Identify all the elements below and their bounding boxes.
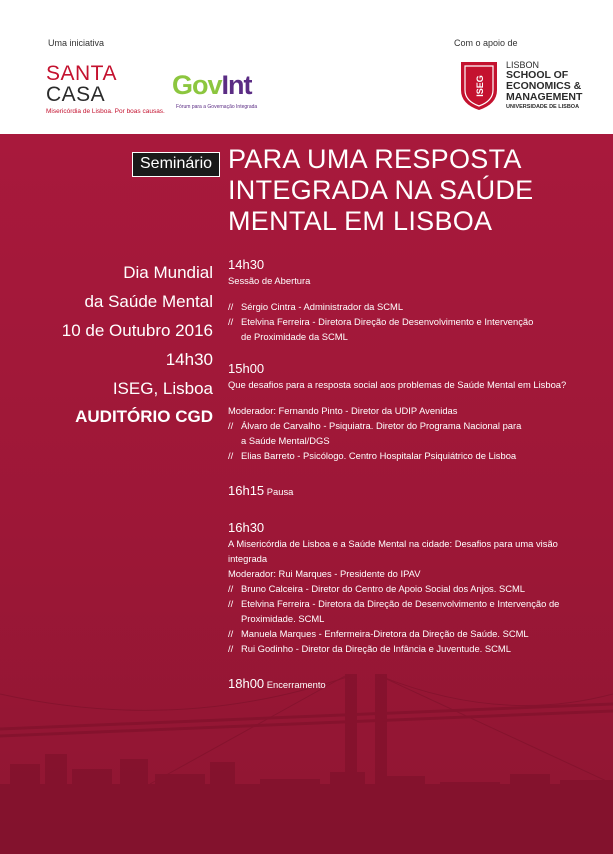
session-title: Que desafios para a resposta social aos problemas de Saúde Mental em Lisboa? — [228, 379, 567, 390]
speaker-item: // Elias Barreto - Psicólogo. Centro Hospitalar Psiquiátrico de Lisboa — [228, 450, 517, 461]
moderator: Moderador: Fernando Pinto - Diretor da UDIP Avenidas — [228, 405, 458, 416]
speaker-item: // Bruno Calceira - Diretor do Centro de Apoio Social dos Anjos. SCML — [228, 583, 525, 594]
govint-logo — [172, 70, 282, 114]
event-line2: da Saúde Mental — [84, 292, 213, 311]
iseg-shield-icon — [459, 60, 499, 112]
title-line: MENTAL EM LISBOA — [228, 206, 493, 236]
poster-body — [0, 134, 613, 854]
support-label: Com o apoio de — [454, 38, 518, 48]
event-date: 10 de Outubro 2016 — [61, 321, 213, 340]
santa-casa-logo — [46, 64, 166, 120]
program — [228, 256, 588, 692]
event-place: ISEG, Lisboa — [112, 379, 213, 398]
closing: 18h00 Encerramento — [228, 676, 326, 691]
header — [0, 0, 613, 134]
session-title-cont: integrada — [228, 553, 268, 564]
santa-casa-tagline: Misericórdia de Lisboa. Por boas causas. — [46, 108, 165, 115]
svg-text:ISEG: ISEG — [475, 75, 485, 97]
iseg-wordmark: LISBON SCHOOL OF ECONOMICS & MANAGEMENT UNIVERSIDADE DE LISBOA — [506, 60, 583, 110]
initiative-label: Uma iniciativa — [48, 38, 105, 48]
speaker-item: // Etelvina Ferreira - Diretora Direção de Desenvolvimento e Intervenção — [228, 316, 534, 327]
session-title: Sessão de Abertura — [228, 275, 311, 286]
govint-tagline: Fórum para a Governação Integrada — [176, 104, 258, 110]
santa-casa-logo-line2: CASA — [46, 83, 106, 106]
speaker-item: // Manuela Marques - Enfermeira-Diretora da Direção de Saúde. SCML — [228, 628, 529, 639]
speaker-item: // Rui Godinho - Diretor da Direção de Infância e Juventude. SCML — [228, 643, 511, 654]
event-line1: Dia Mundial — [123, 263, 213, 282]
session-time: 16h30 — [228, 520, 265, 535]
event-time: 14h30 — [165, 350, 213, 369]
session-time: 15h00 — [228, 361, 265, 376]
session-time: 14h30 — [228, 257, 265, 272]
title-line: PARA UMA RESPOSTA — [228, 144, 522, 174]
speaker-item: // Sérgio Cintra - Administrador da SCML — [228, 301, 404, 312]
speaker-item: // Etelvina Ferreira - Diretora da Direção de Desenvolvimento e Intervenção de — [228, 598, 560, 609]
session-title: A Misericórdia de Lisboa e a Saúde Mental na cidade: Desafios para uma visão — [228, 538, 558, 549]
santa-casa-logo-line1: SANTA — [46, 62, 117, 85]
moderator: Moderador: Rui Marques - Presidente do IPAV — [228, 568, 421, 579]
event-room: AUDITÓRIO CGD — [75, 407, 213, 426]
event-details — [13, 258, 213, 431]
speaker-item-cont: Proximidade. SCML — [241, 613, 325, 624]
title-line: INTEGRADA NA SAÚDE — [228, 175, 534, 205]
speaker-item: // Álvaro de Carvalho - Psiquiatra. Diretor do Programa Nacional para — [228, 420, 522, 431]
speaker-item-cont: a Saúde Mental/DGS — [241, 435, 330, 446]
page-title — [228, 144, 598, 237]
govint-wordmark: GovInt — [172, 70, 252, 100]
break: 16h15 Pausa — [228, 483, 294, 498]
iseg-logo — [459, 60, 589, 120]
seminar-badge: Seminário — [132, 152, 220, 177]
speaker-item-cont: de Proximidade da SCML — [241, 331, 348, 342]
